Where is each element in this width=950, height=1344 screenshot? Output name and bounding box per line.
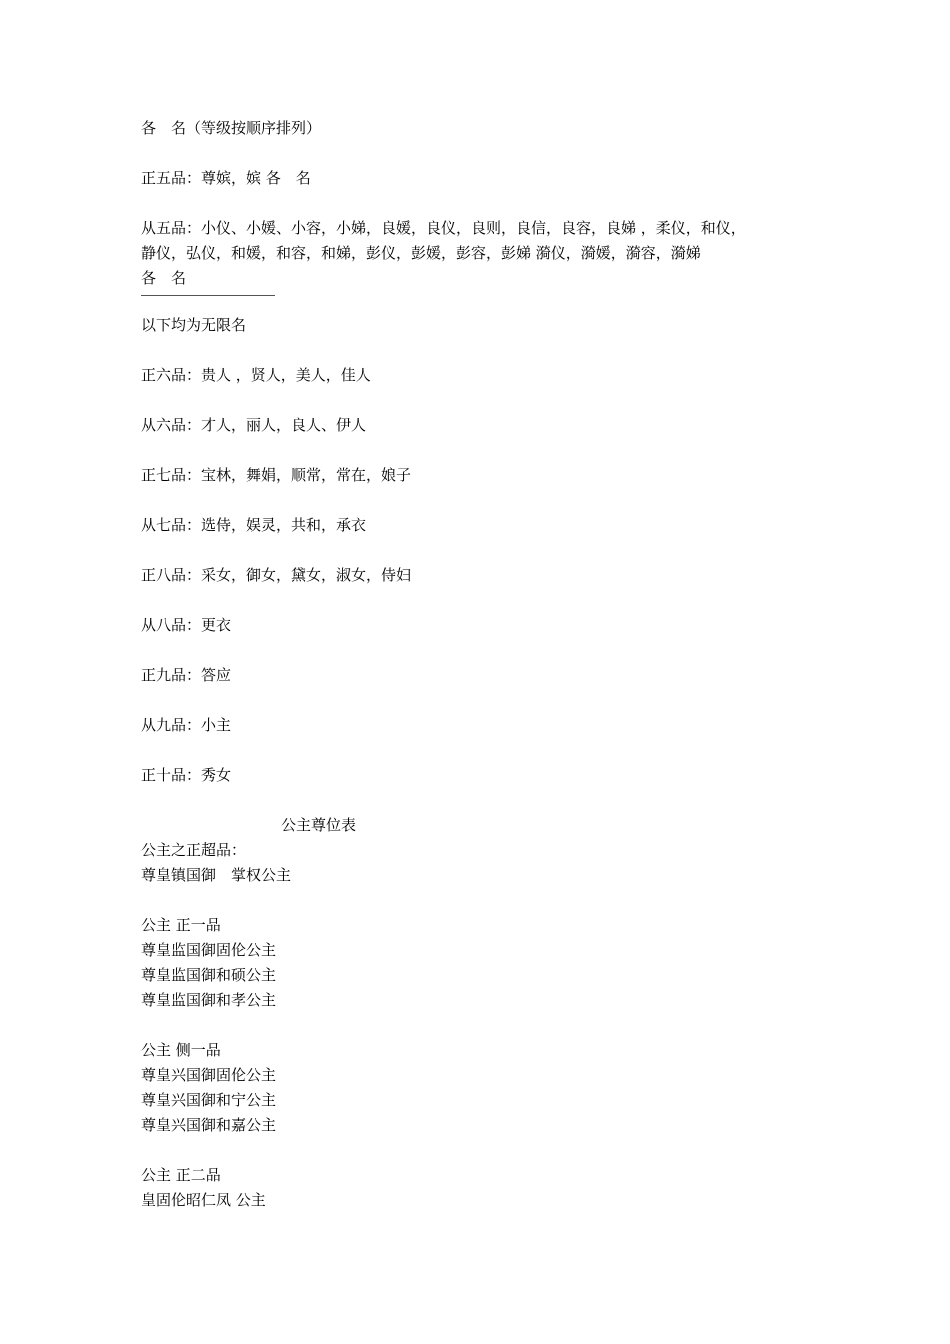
princess-item: 尊皇监国御和孝公主 <box>141 991 277 1009</box>
princess-zheng2-heading: 公主 正二品 <box>141 1166 221 1184</box>
unlimited-note: 以下均为无限名 <box>141 316 247 334</box>
rank-cong5-line1: 从五品：小仪、小媛、小容，小娣，良媛，良仪，良则，良信，良容，良娣 ，柔仪，和仪， <box>141 219 746 237</box>
rank-line: 正六品：贵人 ，贤人，美人，佳人 <box>141 366 371 384</box>
rank-cong5-line3: 各 名 <box>141 269 187 287</box>
rank-line: 从六品：才人，丽人，良人、伊人 <box>141 416 367 434</box>
divider-line <box>141 295 275 296</box>
princess-item: 尊皇兴国御和嘉公主 <box>141 1116 277 1134</box>
text-line-top: 各 名（等级按顺序排列） <box>141 119 322 137</box>
princess-item: 尊皇镇国御 掌权公主 <box>141 866 292 884</box>
princess-item: 皇固伦昭仁凤 公主 <box>141 1191 266 1209</box>
rank-zheng5: 正五品：尊嫔，嫔 各 名 <box>141 169 311 187</box>
rank-line: 正七品：宝林，舞娟，顺常，常在，娘子 <box>141 466 412 484</box>
princess-item: 尊皇兴国御和宁公主 <box>141 1091 277 1109</box>
rank-cong5-line2: 静仪，弘仪，和媛，和容，和娣，彭仪，彭媛，彭容，彭娣 漪仪，漪媛，漪容，漪娣 <box>141 244 701 262</box>
rank-line: 从七品：选侍，娱灵，共和，承衣 <box>141 516 367 534</box>
princess-item: 尊皇监国御固伦公主 <box>141 941 277 959</box>
rank-line: 从八品：更衣 <box>141 616 232 634</box>
princess-zheng1-heading: 公主 正一品 <box>141 916 221 934</box>
princess-super-heading: 公主之正超品： <box>141 841 247 859</box>
rank-line: 正十品：秀女 <box>141 766 232 784</box>
document-body <box>141 116 831 1213</box>
princess-item: 尊皇监国御和硕公主 <box>141 966 277 984</box>
rank-line: 正八品：采女，御女，黛女，淑女，侍妇 <box>141 566 412 584</box>
princess-item: 尊皇兴国御固伦公主 <box>141 1066 277 1084</box>
rank-line: 从九品：小主 <box>141 716 232 734</box>
princess-ce1-heading: 公主 侧一品 <box>141 1041 221 1059</box>
princess-table-title: 公主尊位表 <box>281 816 357 834</box>
rank-line: 正九品：答应 <box>141 666 232 684</box>
